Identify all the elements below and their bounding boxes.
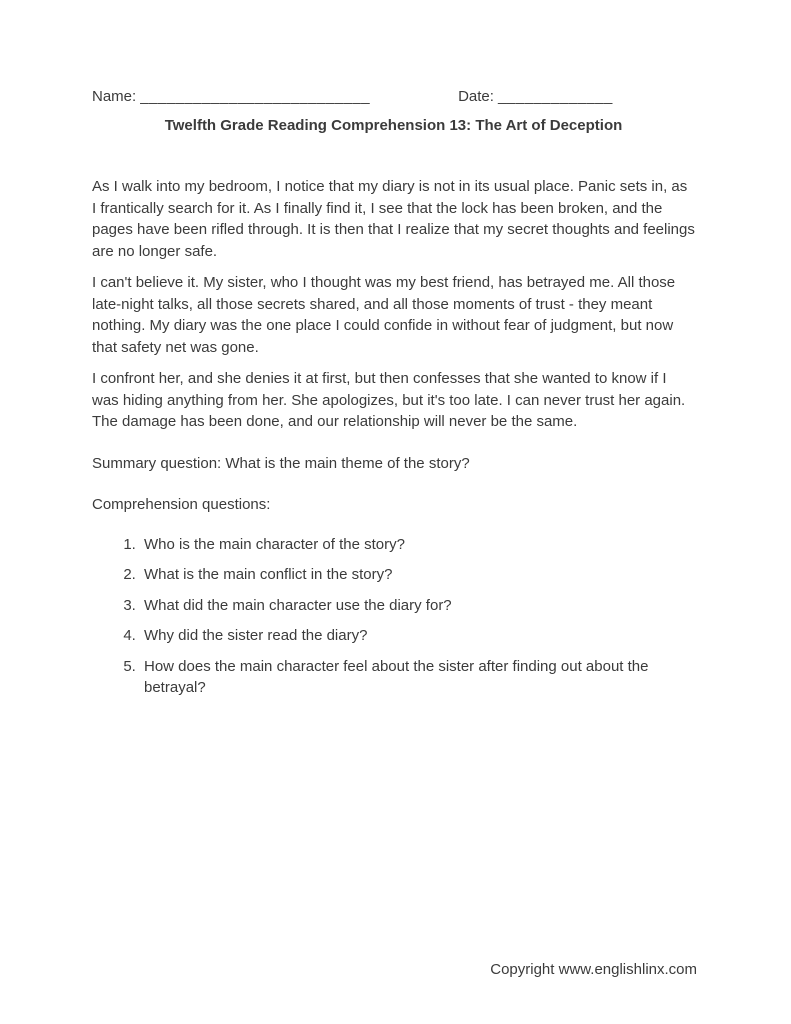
copyright-text: Copyright www.englishlinx.com [490,961,697,978]
name-label: Name: [92,88,137,105]
passage-paragraph-1: As I walk into my bedroom, I notice that my diary is not in its usual place. Panic sets in, as I frantically search for it. As I finally find it, I see that the lock has been broken, and the pages have been rifled through. It is then that I realize that my secret thoughts and feelings are no longer safe. [92,178,695,260]
passage-paragraph-2: I can't believe it. My sister, who I thought was my best friend, has betrayed me. All those late-night talks, all those secrets shared, and all those moments of trust - they meant nothing. My diary was the one place I could confide in without fear of judgment, but now that safety net was gone. [92,274,676,356]
date-blank-line: _____________ [497,88,613,105]
question-list [92,534,695,699]
name-blank-line: __________________________ [140,88,371,105]
question-item: 3. What did the main character use the diary for? [140,595,695,617]
summary-question: Summary question: What is the main theme of the story? [92,454,470,472]
question-item: 1. Who is the main character of the story? [140,534,695,556]
reading-passage [92,176,695,433]
question-item: 5. How does the main character feel about the sister after finding out about the betrayal? [140,656,695,699]
name-field [92,88,370,105]
comprehension-questions-heading: Comprehension questions: [92,496,271,513]
date-label: Date: [458,88,494,105]
date-field [458,88,613,105]
name-date-row [92,88,695,105]
worksheet-title: Twelfth Grade Reading Comprehension 13: The Art of Deception [164,117,623,134]
passage-paragraph-3: I confront her, and she denies it at first, but then confesses that she wanted to know if I was hiding anything from her. She apologizes, but it's too late. I can never trust her again. The damage has been done, and our relationship will never be the same. [92,370,686,430]
question-item: 2. What is the main conflict in the story? [140,564,695,586]
question-item: 4. Why did the sister read the diary? [140,625,695,647]
